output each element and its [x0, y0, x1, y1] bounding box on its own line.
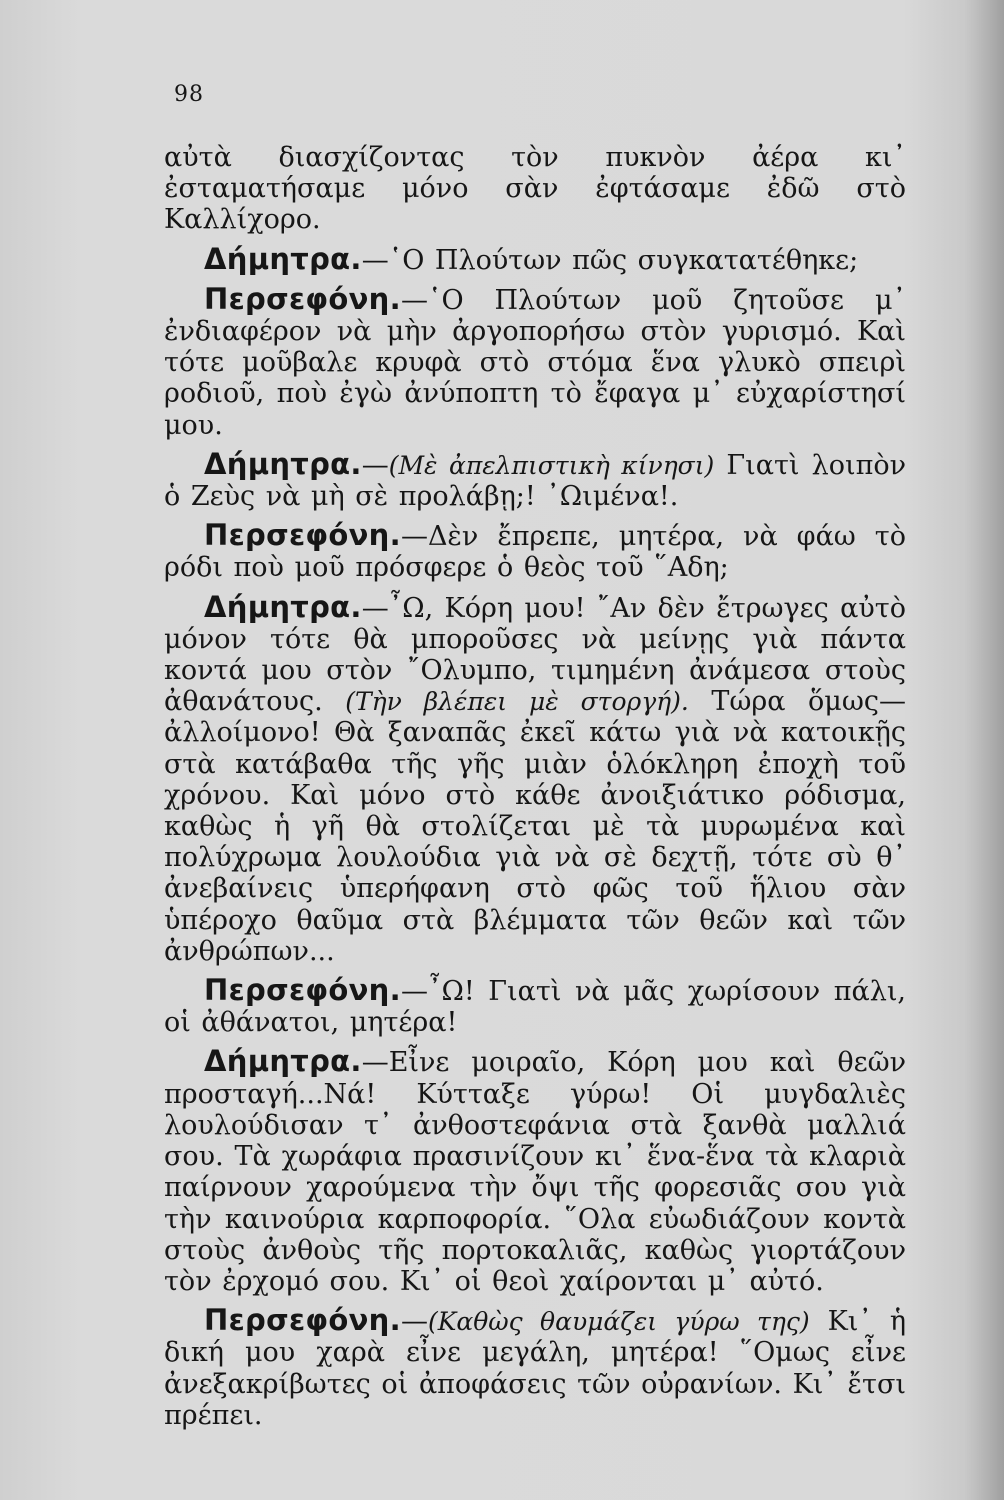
em-dash: —: [361, 449, 389, 481]
paragraph-text: ῏Ω! Γιατὶ νὰ μᾶς χωρίσουν πάλι, οἱ ἀθάνατοι, μητέρα!: [164, 976, 906, 1039]
em-dash: —: [361, 244, 389, 276]
paragraph-continuation: [164, 142, 906, 236]
stage-direction: (Τὴν βλέπει μὲ στοργή).: [345, 687, 689, 717]
dialogue-paragraph: [164, 1046, 906, 1297]
speaker-name: Περσεφόνη.: [204, 518, 401, 553]
speaker-name: Δήμητρα.: [204, 1044, 362, 1079]
paragraph-text: ῾Ο Πλούτων μοῦ ζητοῦσε μ᾿ ἐνδιαφέρον νὰ μὴν ἀργοπορήσω στὸν γυρισμό. Καὶ τότε μοῦβαλε κρυφὰ στὸ στόμα ἕνα γλυκὸ σπειρὶ ροδιοῦ, ποὺ ἐγὼ ἀνύποπτη τὸ ἔφαγα μ᾿ εὐχαρίστησί μου.: [164, 284, 906, 441]
em-dash: —: [361, 592, 389, 624]
paragraph-text: αὐτὰ διασχίζοντας τὸν πυκνὸν ἀέρα κι᾿ ἐσταματήσαμε μόνο σὰν ἐφτάσαμε ἐδῶ στὸ Καλλίχορο.: [164, 142, 906, 236]
em-dash: —: [400, 284, 428, 316]
paragraph-text: Κι᾿ ἡ δική μου χαρὰ εἶνε μεγάλη, μητέρα! ῞Ομως εἶνε ἀνεξακρίβωτες οἱ ἀποφάσεις τῶν οὐρανίων. Κι᾿ ἔτσι πρέπει.: [164, 1306, 906, 1431]
paragraph-text: ῾Ο Πλούτων πῶς συγκατατέθηκε;: [388, 244, 859, 276]
em-dash: —: [361, 1047, 389, 1079]
paragraph-text: ῏Ω, Κόρη μου! ῎Αν δὲν ἔτρωγες αὐτὸ μόνον τότε θὰ μποροῦσες νὰ μείνῃς γιὰ πάντα κοντά μου στὸν ῎Ολυμπο, τιμημένη ἀνάμεσα στοὺς ἀθανάτους.: [164, 592, 906, 718]
em-dash: —: [400, 1306, 428, 1338]
page-number: 98: [174, 82, 204, 107]
text-body: [164, 142, 906, 1439]
dialogue-paragraph: [164, 1305, 906, 1431]
speaker-name: Δήμητρα.: [204, 589, 362, 624]
dialogue-paragraph: [164, 520, 906, 583]
paragraph-text: Τώρα ὅμως—ἀλλοίμονο! Θὰ ξαναπᾶς ἐκεῖ κάτω γιὰ νὰ κατοικῇς στὰ κατάβαθα τῆς γῆς μιὰν ὁλόκληρη ἐποχὴ τοῦ χρόνου. Καὶ μόνο στὸ κάθε ἀνοιξιάτικο ρόδισμα, καθὼς ἡ γῆ θὰ στολίζεται μὲ τὰ μυρωμένα καὶ πολύχρωμα λουλούδια γιὰ νὰ σὲ δεχτῇ, τότε σὺ θ᾿ ἀνεβαίνεις ὑπερήφανη στὸ φῶς τοῦ ἥλιου σὰν ὑπέροχο θαῦμα στὰ βλέμματα τῶν θεῶν καὶ τῶν ἀνθρώπων...: [164, 686, 906, 967]
dialogue-paragraph: [164, 241, 906, 276]
paragraph-text: Δὲν ἔπρεπε, μητέρα, νὰ φάω τὸ ρόδι ποὺ μοῦ πρόσφερε ὁ θεὸς τοῦ ῞Αδη;: [164, 521, 906, 584]
speaker-name: Περσεφόνη.: [204, 281, 401, 316]
speaker-name: Δήμητρα.: [204, 446, 362, 481]
paragraph-text: Εἶνε μοιραῖο, Κόρη μου καὶ θεῶν προσταγή...Νά! Κύτταξε γύρω! Οἱ μυγδαλιὲς λουλούδισαν τ᾿ ἀνθοστεφάνια στὰ ξανθὰ μαλλιά σου. Τὰ χωράφια πρασινίζουν κι᾿ ἕνα-ἕνα τὰ κλαριὰ παίρνουν χαρούμενα τὴν ὄψι τῆς φορεσιᾶς σου γιὰ τὴν καινούρια καρποφορία. ῞Ολα εὐωδιάζουν κοντὰ στοὺς ἀνθοὺς τῆς πορτοκαλιᾶς, καθὼς γιορτάζουν τὸν ἐρχομό σου. Κι᾿ οἱ θεοὶ χαίρονται μ᾿ αὐτό.: [164, 1047, 906, 1297]
speaker-name: Περσεφόνη.: [204, 973, 401, 1008]
stage-direction: (Μὲ ἀπελπιστικὴ κίνησι): [388, 450, 715, 480]
dialogue-paragraph: [164, 281, 906, 441]
dialogue-paragraph: [164, 975, 906, 1038]
stage-direction: (Καθὼς θαυμάζει γύρω της): [427, 1307, 810, 1337]
dialogue-paragraph: [164, 589, 906, 967]
speaker-name: Δήμητρα.: [204, 241, 362, 276]
em-dash: —: [400, 976, 428, 1008]
page-edge-shadow: [964, 0, 1004, 1500]
paragraph-text: Γιατὶ λοιπὸν ὁ Ζεὺς νὰ μὴ σὲ προλάβῃ;! ᾿Ωιμένα!.: [164, 449, 906, 513]
speaker-name: Περσεφόνη.: [204, 1303, 401, 1338]
em-dash: —: [400, 521, 428, 553]
dialogue-paragraph: [164, 446, 906, 513]
